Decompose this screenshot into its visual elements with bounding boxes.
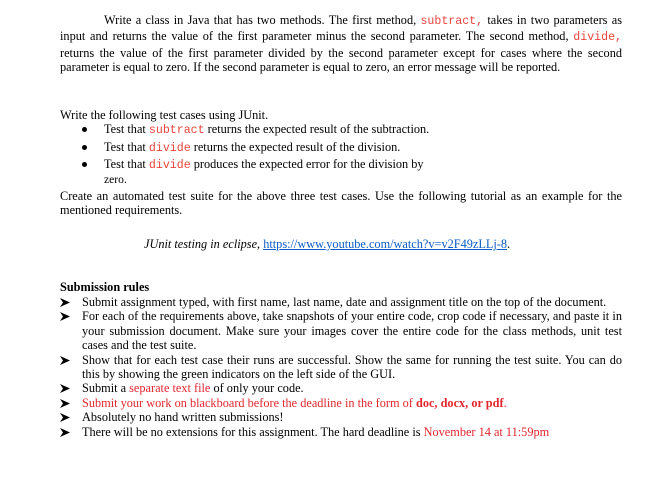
arrowhead-icon [60, 428, 70, 437]
intro-text-2: takes in two parameters as input and returns the value of the first parameter minus the second parameter. The second method, [60, 13, 622, 44]
test-case-item: Test that divide produces the expected error for the division by [80, 157, 620, 175]
rule-item: Absolutely no hand written submissions! [60, 410, 622, 424]
intro-text-1: Write a class in Java that has two methods. The first method, [104, 13, 421, 27]
arrowhead-icon [60, 298, 70, 307]
test-case-list [80, 122, 620, 175]
arrowhead-icon [60, 399, 70, 408]
submission-title: Submission rules [60, 280, 150, 294]
test-case-continuation: zero. [104, 173, 127, 186]
tests-heading: Write the following test cases using JUnit. [60, 108, 269, 122]
test-case-item: Test that subtract returns the expected result of the subtraction. [80, 122, 620, 140]
arrowhead-icon [60, 413, 70, 422]
tutorial-link[interactable]: https://www.youtube.com/watch?v=v2F49zLLj-8 [263, 237, 508, 251]
test-case-item: Test that divide returns the expected result of the division. [80, 140, 620, 158]
arrowhead-icon [60, 356, 70, 365]
code-divide: divide [148, 141, 191, 155]
code-subtract: subtract, [420, 15, 484, 28]
rule-item: There will be no extensions for this assignment. The hard deadline is November 14 at 11:59pm [60, 425, 622, 439]
separate-text-file-highlight: separate text file [129, 381, 211, 396]
rule-item: Submit your work on blackboard before the deadline in the form of doc, docx, or pdf. [60, 396, 622, 410]
arrowhead-icon [60, 312, 70, 321]
code-subtract: subtract [148, 124, 205, 137]
submission-rules-list [60, 295, 622, 439]
intro-paragraph [60, 13, 622, 75]
suite-paragraph: Create an automated test suite for the above three test cases. Use the following tutorial as an example for the mentioned requirements. [60, 189, 622, 218]
rule-item: Show that for each test case their runs are successful. Show the same for running the test suite. You can do this by showing the green indicators on the left side of the GUI. [60, 353, 622, 382]
rule-item: Submit a separate text file of only your code. [60, 381, 622, 395]
intro-text-3: returns the value of the first parameter divided by the second parameter except for cases where the second parameter is equal to zero. If the second parameter is equal to zero, an error message will be reported. [60, 45, 622, 75]
arrowhead-icon [60, 384, 70, 393]
deadline-highlight: November 14 at 11:59pm [423, 424, 550, 439]
code-divide: divide, [573, 31, 622, 45]
tutorial-line: JUnit testing in eclipse, https://www.youtube.com/watch?v=v2F49zLLj-8. [144, 237, 511, 251]
code-divide: divide [148, 159, 191, 172]
file-format-highlight: doc, docx, or pdf [415, 395, 504, 410]
tutorial-label: JUnit testing in eclipse, [144, 237, 264, 251]
rule-item: Submit assignment typed, with first name, last name, date and assignment title on the top of the document. [60, 295, 622, 309]
rule-item: For each of the requirements above, take snapshots of your entire code, crop code if necessary, and paste it in your submission document. Make sure your images cover the entire code for the class methods, unit test cases and the test suite. [60, 309, 622, 352]
